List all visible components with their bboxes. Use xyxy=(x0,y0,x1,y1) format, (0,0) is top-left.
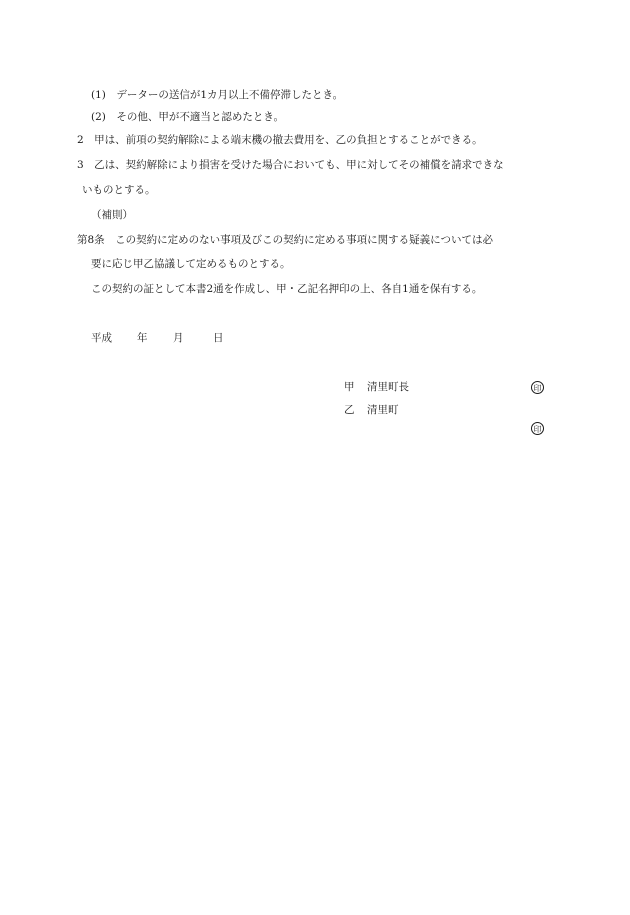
clause-item-2: (2) その他、甲が不適当と認めたとき。 xyxy=(91,111,284,123)
party-a-name: 清里町長 xyxy=(367,381,409,393)
date-year: 年 xyxy=(137,332,148,344)
party-b xyxy=(344,403,399,417)
article-8-line-1: 第8条 この契約に定めのない事項及びこの契約に定める事項に関する疑義については必 xyxy=(77,234,493,246)
clause-item-1: (1) データーの送信が1カ月以上不備停滞したとき。 xyxy=(91,89,344,101)
seal-icon: 印 xyxy=(531,422,544,435)
seal-icon: 印 xyxy=(531,381,544,394)
party-b-name: 清里町 xyxy=(367,404,399,416)
article-8-line-2: 要に応じ甲乙協議して定めるものとする。 xyxy=(91,258,291,270)
party-a-label: 甲 xyxy=(344,381,355,393)
date-day: 日 xyxy=(213,332,224,344)
paragraph-3-line-2: いものとする。 xyxy=(82,184,156,196)
paragraph-2: 2 甲は、前項の契約解除による端末機の撤去費用を、乙の負担とすることができる。 xyxy=(77,134,483,146)
signature-date xyxy=(91,331,224,345)
closing-statement: この契約の証として本書2通を作成し、甲・乙記名押印の上、各自1通を保有する。 xyxy=(91,283,483,295)
date-month: 月 xyxy=(173,332,184,344)
party-a xyxy=(344,380,409,394)
supplement-heading: （補則） xyxy=(91,209,133,221)
party-b-label: 乙 xyxy=(344,404,355,416)
paragraph-3-line-1: 3 乙は、契約解除により損害を受けた場合においても、甲に対してその補償を請求できな xyxy=(77,159,504,171)
date-era: 平成 xyxy=(91,332,112,344)
